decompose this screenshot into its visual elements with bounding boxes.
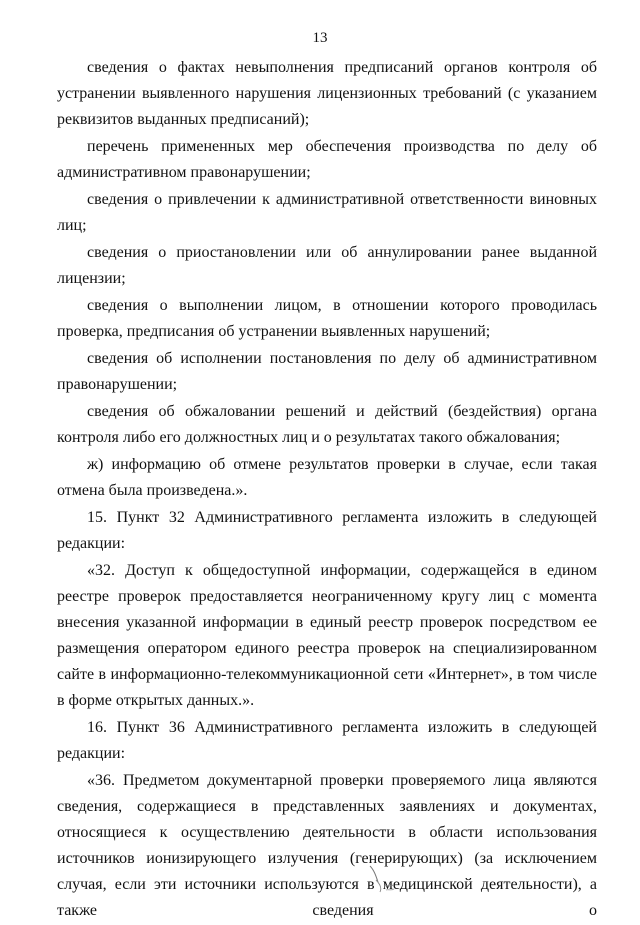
paragraph-clause-32: «32. Доступ к общедоступной информации, содержащейся в едином реестре проверок предоставляется неограниченному кругу лиц с момента внесения указанной информации в единый реестр проверок посредством ее размещения оператором единого реестра проверок на специализированном сайте в информационно-телекоммуникационной сети «Интернет», в том числе в форме открытых данных.». bbox=[57, 562, 597, 709]
page-number: 13 bbox=[312, 30, 328, 46]
paragraph-result-cancellation: ж) информацию об отмене результатов проверки в случае, если такая отмена была произведена.». bbox=[57, 456, 597, 499]
paragraph-measures-list: перечень примененных мер обеспечения производства по делу об административном правонарушении; bbox=[57, 138, 597, 181]
paragraph-appeal-info: сведения об обжаловании решений и действий (бездействия) органа контроля либо его должностных лиц и о результатах такого обжалования; bbox=[57, 403, 597, 446]
paragraph-clause-36: «36. Предметом документарной проверки проверяемого лица являются сведения, содержащиеся в представленных заявлениях и документах, относящиеся к осуществлению деятельности в области использования источников ионизирующего излучения (генерирующих) (за исключением случая, если эти источники используются в медицинской деятельности), а также сведения о bbox=[57, 772, 597, 919]
paragraph-order-fulfillment: сведения о выполнении лицом, в отношении которого проводилась проверка, предписания об устранении выявленных нарушений; bbox=[57, 297, 597, 340]
document-body bbox=[57, 55, 597, 925]
paragraph-item-16: 16. Пункт 36 Административного регламента изложить в следующей редакции: bbox=[57, 719, 597, 762]
paragraph-license-suspension: сведения о приостановлении или об аннулировании ранее выданной лицензии; bbox=[57, 244, 597, 287]
paragraph-item-15: 15. Пункт 32 Административного регламента изложить в следующей редакции: bbox=[57, 509, 597, 552]
paragraph-resolution-execution: сведения об исполнении постановления по делу об административном правонарушении; bbox=[57, 350, 597, 393]
paragraph-liability-info: сведения о привлечении к административной ответственности виновных лиц; bbox=[57, 191, 597, 234]
paragraph-violation-info: сведения о фактах невыполнения предписаний органов контроля об устранении выявленного нарушения лицензионных требований (с указанием реквизитов выданных предписаний); bbox=[57, 59, 597, 128]
signature-mark bbox=[366, 862, 400, 896]
